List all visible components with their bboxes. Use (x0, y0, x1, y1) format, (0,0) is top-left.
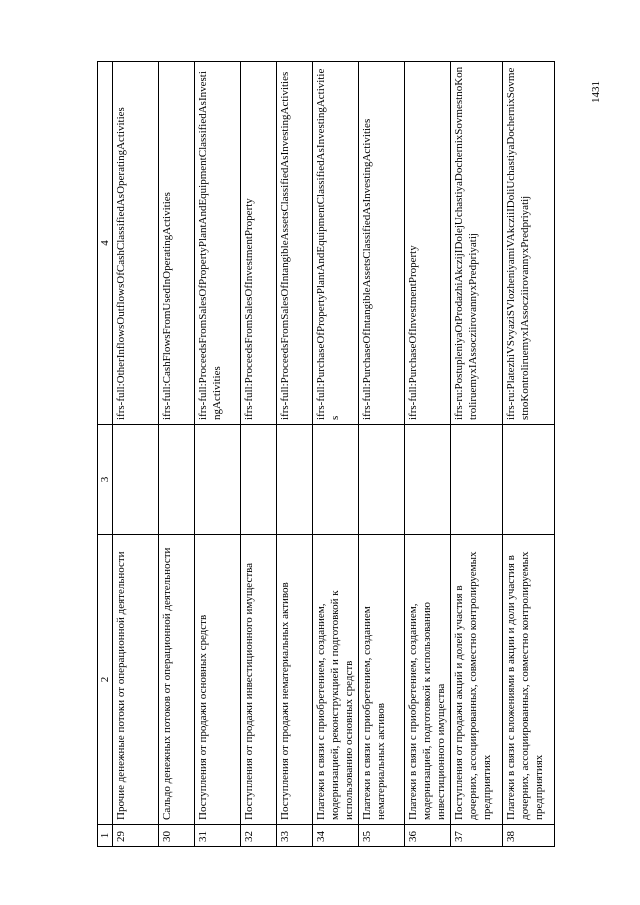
ifrs-element-code: ifrs-full:OtherInflowsOutflowsOfCashClassifiedAsOperatingActivities (113, 62, 159, 425)
ifrs-element-code: ifrs-full:PurchaseOfIntangibleAssetsClassifiedAsInvestingActivities (359, 62, 405, 425)
table-header-row (98, 62, 113, 847)
ifrs-element-code: ifrs-ru:PlatezhiVSvyaziSVlozheniyamiVAkcziiIDoliUchastiyaDocherniхSovmestnoKontroliruemyxIAssocziirovannyxPredpriyatij (503, 62, 555, 425)
ifrs-mapping-table (97, 61, 555, 847)
table-row (195, 62, 241, 847)
row-number: 34 (313, 825, 359, 847)
row-number: 35 (359, 825, 405, 847)
table-row (313, 62, 359, 847)
table-row (405, 62, 451, 847)
row-number: 30 (159, 825, 195, 847)
ifrs-element-code: ifrs-ru:PostupleniyaOtProdazhiAkczijIDolejUchastiyaDocherniхSovmestnoKontroliruemyxIAssocziirovannyxPredpriyatij (451, 62, 503, 425)
ifrs-element-code: ifrs-full:CashFlowsFromUsedInOperatingActivities (159, 62, 195, 425)
table-row (359, 62, 405, 847)
row-number: 29 (113, 825, 159, 847)
line-item-name: Поступления от продажи инвестиционного имущества (241, 535, 277, 825)
column-3-value (277, 425, 313, 535)
line-item-name: Платежи в связи с вложениями в акции и доли участия в дочерних, ассоциированных, совместно контролируемых предприятиях (503, 535, 555, 825)
table-row (159, 62, 195, 847)
row-number: 32 (241, 825, 277, 847)
line-item-name: Сальдо денежных потоков от операционной деятельности (159, 535, 195, 825)
row-number: 33 (277, 825, 313, 847)
line-item-name: Поступления от продажи нематериальных активов (277, 535, 313, 825)
ifrs-element-code: ifrs-full:ProceedsFromSalesOfInvestmentProperty (241, 62, 277, 425)
row-number: 36 (405, 825, 451, 847)
page-number: 1431 (590, 81, 602, 103)
column-header-3: 3 (98, 425, 113, 535)
column-3-value (195, 425, 241, 535)
table-row (241, 62, 277, 847)
line-item-name: Поступления от продажи основных средств (195, 535, 241, 825)
document-table (97, 62, 563, 847)
table-row (277, 62, 313, 847)
column-3-value (405, 425, 451, 535)
column-3-value (359, 425, 405, 535)
column-3-value (159, 425, 195, 535)
column-header-4: 4 (98, 62, 113, 425)
line-item-name: Платежи в связи с приобретением, созданием нематериальных активов (359, 535, 405, 825)
column-header-1: 1 (98, 825, 113, 847)
line-item-name: Платежи в связи с приобретением, созданием, модернизацией, реконструкцией и подготовкой к использованию основных средств (313, 535, 359, 825)
column-3-value (241, 425, 277, 535)
row-number: 31 (195, 825, 241, 847)
column-3-value (503, 425, 555, 535)
ifrs-element-code: ifrs-full:ProceedsFromSalesOfPropertyPlantAndEquipmentClassifiedAsInvestingActivities (195, 62, 241, 425)
column-3-value (451, 425, 503, 535)
column-3-value (113, 425, 159, 535)
table-row (113, 62, 159, 847)
line-item-name: Поступления от продажи акций и долей участия в дочерних, ассоциированных, совместно контролируемых предприятиях (451, 535, 503, 825)
row-number: 37 (451, 825, 503, 847)
line-item-name: Прочие денежные потоки от операционной деятельности (113, 535, 159, 825)
table-row (451, 62, 503, 847)
ifrs-element-code: ifrs-full:PurchaseOfPropertyPlantAndEquipmentClassifiedAsInvestingActivities (313, 62, 359, 425)
column-header-2: 2 (98, 535, 113, 825)
row-number: 38 (503, 825, 555, 847)
ifrs-element-code: ifrs-full:ProceedsFromSalesOfIntangibleAssetsClassifiedAsInvestingActivities (277, 62, 313, 425)
ifrs-element-code: ifrs-full:PurchaseOfInvestmentProperty (405, 62, 451, 425)
table-row (503, 62, 555, 847)
column-3-value (313, 425, 359, 535)
line-item-name: Платежи в связи с приобретением, созданием, модернизацией, подготовкой к использованию инвестиционного имущества (405, 535, 451, 825)
